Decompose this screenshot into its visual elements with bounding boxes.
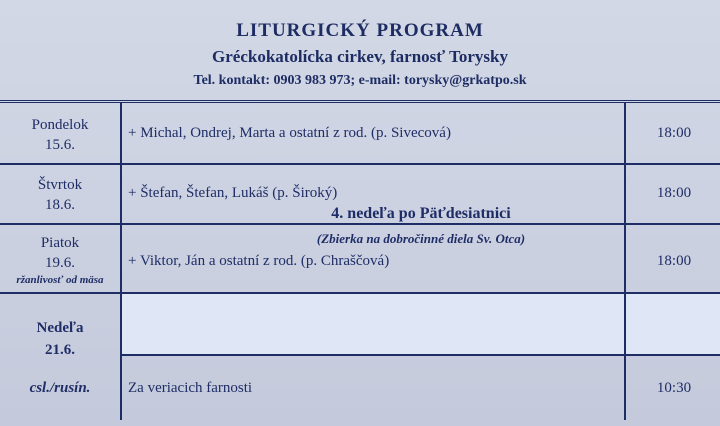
row-divider	[0, 163, 720, 165]
day-date: 21.6.	[45, 342, 75, 358]
collection-note: (Zbierka na dobročinné diela Sv. Otca)	[316, 231, 526, 246]
table-row-day	[0, 233, 120, 287]
column-divider-time	[624, 103, 626, 420]
table-row-day	[0, 115, 120, 155]
sunday-day-cell	[0, 317, 120, 399]
day-date: 19.6.	[45, 255, 75, 271]
day-name: Nedeľa	[36, 320, 84, 336]
mass-time: 10:30	[656, 380, 692, 396]
rite-label: csl./rusín.	[29, 380, 91, 396]
mass-intention: + Štefan, Štefan, Lukáš (p. Široký)	[128, 185, 338, 201]
fasting-note: ržanlivosť od mäsa	[16, 274, 104, 286]
contact-line: Tel. kontakt: 0903 983 973; e-mail: torysky@grkatpo.sk	[193, 73, 527, 88]
mass-intention: Za veriacich farnosti	[128, 380, 253, 396]
mass-intention: + Michal, Ondrej, Marta a ostatní z rod. (p. Sivecová)	[128, 125, 451, 141]
mass-time: 18:00	[656, 185, 692, 201]
day-name: Piatok	[40, 235, 80, 251]
parish-subtitle: Gréckokatolícka cirkev, farnosť Torysky	[212, 47, 508, 66]
program-header	[0, 0, 720, 103]
table-row-day	[0, 175, 120, 215]
day-date: 15.6.	[45, 137, 75, 153]
row-divider	[122, 354, 720, 356]
row-divider	[0, 223, 720, 225]
program-title: LITURGICKÝ PROGRAM	[236, 20, 484, 41]
sunday-title: 4. nedeľa po Päťdesiatnici	[331, 205, 511, 222]
sunday-highlight	[122, 294, 720, 354]
schedule-table	[0, 103, 720, 420]
day-name: Štvrtok	[37, 177, 83, 193]
row-divider	[0, 292, 720, 294]
column-divider-day	[120, 103, 122, 420]
day-date: 18.6.	[45, 197, 75, 213]
mass-intention: + Viktor, Ján a ostatní z rod. (p. Chraščová)	[128, 253, 390, 269]
mass-time: 18:00	[656, 125, 692, 141]
mass-time: 18:00	[656, 253, 692, 269]
day-name: Pondelok	[31, 117, 89, 133]
